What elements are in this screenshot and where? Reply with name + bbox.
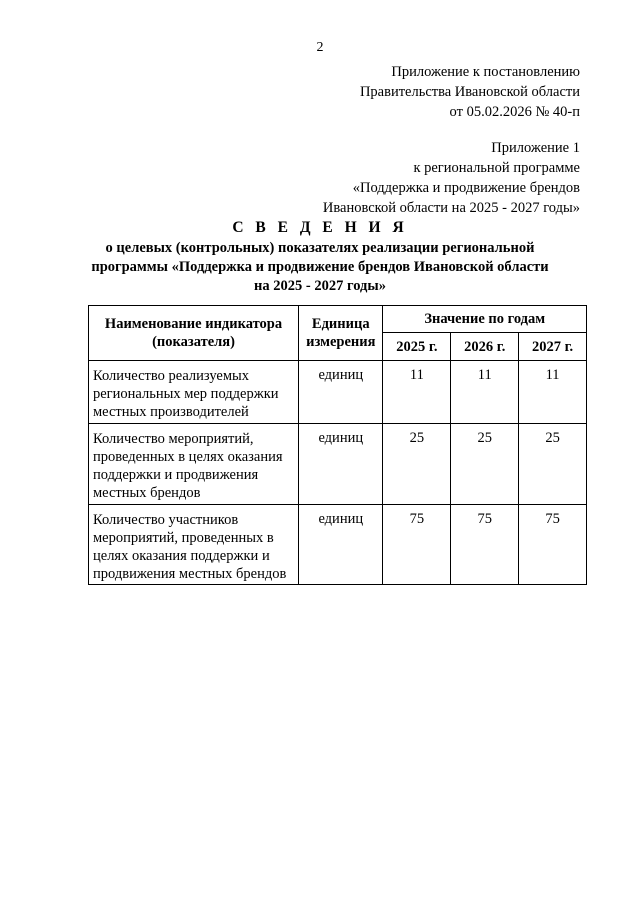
header-indicator-name-line: Наименование индикатора	[104, 316, 283, 332]
annex-program-line: «Поддержка и продвижение брендов	[352, 180, 580, 196]
indicator-name-cell	[89, 361, 299, 424]
indicator-name-line: Количество мероприятий,	[93, 431, 254, 447]
unit-cell: единиц	[299, 361, 383, 424]
document-subtitle-line: программы «Поддержка и продвижение брендов Ивановской области	[91, 259, 549, 275]
indicator-name-line: региональных мер поддержки	[93, 386, 279, 402]
table-row	[89, 424, 587, 505]
table-row	[89, 505, 587, 585]
header-indicator-name	[89, 306, 299, 361]
annex-program-line: Ивановской области на 2025 - 2027 годы»	[322, 200, 580, 216]
annex-decree-line: Приложение к постановлению	[391, 64, 580, 80]
document-subtitle-line: о целевых (контрольных) показателях реализации региональной	[105, 240, 535, 256]
annex-program-line: Приложение 1	[491, 140, 580, 156]
page-number: 2	[316, 40, 324, 55]
header-year-2026: 2026 г.	[451, 333, 519, 361]
annex-decree-line: Правительства Ивановской области	[359, 84, 580, 100]
value-2025-cell: 75	[383, 505, 451, 585]
header-unit-line: Единица	[311, 316, 370, 332]
indicator-name-line: местных производителей	[93, 404, 249, 420]
header-unit-line: измерения	[306, 334, 376, 350]
indicator-name-line: местных брендов	[93, 485, 201, 501]
annex-program-reference	[323, 138, 580, 218]
header-year-2027: 2027 г.	[519, 333, 587, 361]
indicator-name-cell	[89, 424, 299, 505]
header-unit	[299, 306, 383, 361]
indicator-name-line: Количество реализуемых	[93, 368, 249, 384]
value-2026-cell: 11	[451, 361, 519, 424]
indicator-name-line: поддержки и продвижения	[93, 467, 259, 483]
indicator-name-line: мероприятий, проведенных в	[93, 530, 274, 546]
header-values-by-year: Значение по годам	[383, 306, 587, 333]
value-2027-cell: 25	[519, 424, 587, 505]
unit-cell: единиц	[299, 424, 383, 505]
value-2027-cell: 11	[519, 361, 587, 424]
value-2025-cell: 25	[383, 424, 451, 505]
indicators-table	[88, 305, 587, 585]
document-subtitle-line: на 2025 - 2027 годы»	[254, 278, 386, 294]
value-2025-cell: 11	[383, 361, 451, 424]
header-indicator-name-line: (показателя)	[152, 334, 235, 350]
annex-decree-reference	[360, 62, 580, 122]
document-title: С В Е Д Е Н И Я	[232, 219, 408, 236]
indicator-name-line: Количество участников	[93, 512, 239, 528]
value-2026-cell: 75	[451, 505, 519, 585]
document-heading	[0, 217, 640, 296]
annex-decree-line: от 05.02.2026 № 40-п	[449, 104, 580, 120]
table-row	[89, 361, 587, 424]
indicator-name-line: целях оказания поддержки и	[93, 548, 270, 564]
value-2026-cell: 25	[451, 424, 519, 505]
unit-cell: единиц	[299, 505, 383, 585]
indicator-name-cell	[89, 505, 299, 585]
indicator-name-line: продвижения местных брендов	[93, 566, 287, 582]
indicator-name-line: проведенных в целях оказания	[93, 449, 283, 465]
header-year-2025: 2025 г.	[383, 333, 451, 361]
value-2027-cell: 75	[519, 505, 587, 585]
annex-program-line: к региональной программе	[413, 160, 580, 176]
